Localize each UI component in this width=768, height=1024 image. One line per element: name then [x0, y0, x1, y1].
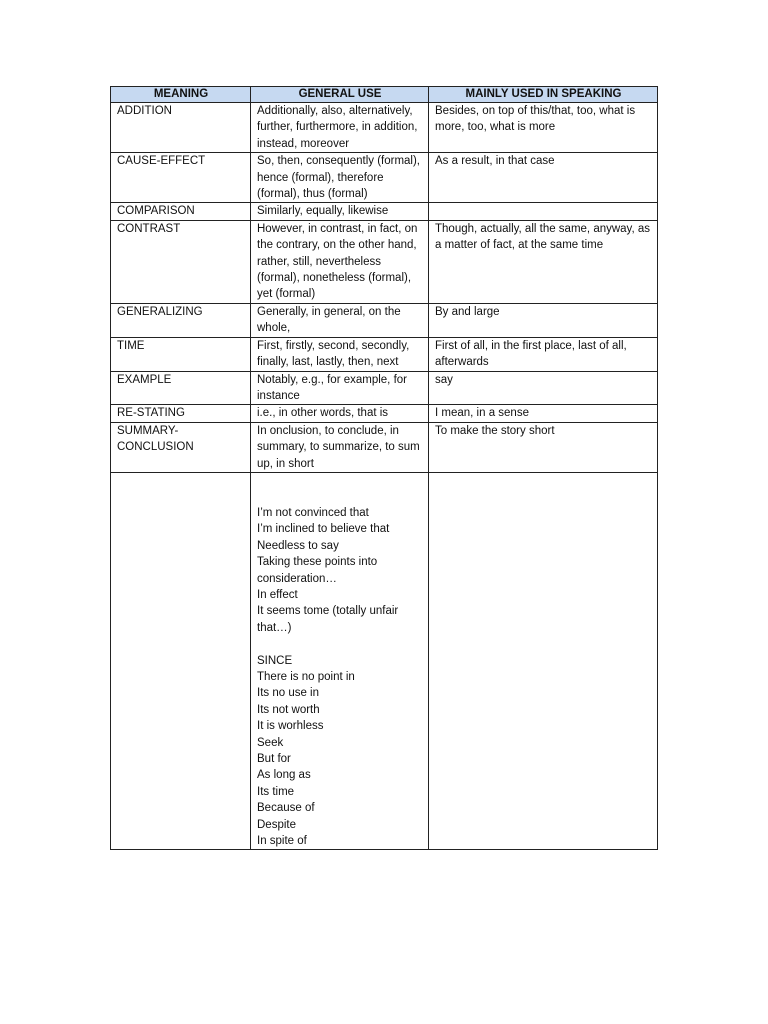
- list-item: It is worhless: [257, 720, 324, 733]
- meaning-cell: ADDITION: [111, 103, 251, 153]
- header-mainly-speaking: MAINLY USED IN SPEAKING: [429, 87, 658, 103]
- table-row: [111, 337, 658, 371]
- speaking-cell: Besides, on top of this/that, too, what is more, too, what is more: [429, 103, 658, 153]
- table-row: [111, 303, 658, 337]
- list-item: Seek: [257, 736, 284, 749]
- general-use-cell: i.e., in other words, that is: [251, 405, 429, 422]
- meaning-cell: SUMMARY-CONCLUSION: [111, 422, 251, 472]
- list-item: As long as: [257, 769, 311, 782]
- general-use-cell: Additionally, also, alternatively, further, furthermore, in addition, instead, moreover: [251, 103, 429, 153]
- list-item: Its not worth: [257, 703, 320, 716]
- table-row: [111, 103, 658, 153]
- empty-speaking-cell: [429, 472, 658, 850]
- general-use-cell: Generally, in general, on the whole,: [251, 303, 429, 337]
- speaking-cell: As a result, in that case: [429, 153, 658, 203]
- list-item: Its no use in: [257, 687, 320, 700]
- header-meaning: MEANING: [111, 87, 251, 103]
- list-item: Taking these points into consideration…: [257, 556, 378, 585]
- table-row: [111, 405, 658, 422]
- meaning-cell: GENERALIZING: [111, 303, 251, 337]
- general-use-cell: So, then, consequently (formal), hence (formal), therefore (formal), thus (formal): [251, 153, 429, 203]
- table-row: [111, 422, 658, 472]
- list-item: But for: [257, 753, 291, 766]
- table-row: [111, 153, 658, 203]
- meaning-cell: EXAMPLE: [111, 371, 251, 405]
- meaning-cell: RE-STATING: [111, 405, 251, 422]
- list-item: I’m not convinced that: [257, 506, 369, 519]
- table-row: [111, 203, 658, 220]
- extra-phrases-list: [257, 473, 423, 850]
- speaking-cell: To make the story short: [429, 422, 658, 472]
- list-item: In effect: [257, 588, 298, 601]
- speaking-cell: By and large: [429, 303, 658, 337]
- table-row: [111, 220, 658, 303]
- list-item: Its time: [257, 785, 295, 798]
- extra-phrases-cell: [251, 472, 429, 850]
- general-use-cell: First, firstly, second, secondly, finally, last, lastly, then, next: [251, 337, 429, 371]
- list-item: SINCE: [257, 654, 293, 667]
- table-header-row: [111, 87, 658, 103]
- speaking-cell: [429, 203, 658, 220]
- meaning-cell: COMPARISON: [111, 203, 251, 220]
- speaking-cell: Though, actually, all the same, anyway, as a matter of fact, at the same time: [429, 220, 658, 303]
- list-item: I’m inclined to believe that: [257, 523, 390, 536]
- speaking-cell: I mean, in a sense: [429, 405, 658, 422]
- meaning-cell: TIME: [111, 337, 251, 371]
- general-use-cell: Similarly, equally, likewise: [251, 203, 429, 220]
- list-item: Because of: [257, 802, 315, 815]
- list-spacer: [257, 636, 423, 652]
- connectors-table: [110, 86, 658, 850]
- general-use-cell: Notably, e.g., for example, for instance: [251, 371, 429, 405]
- empty-meaning-cell: [111, 472, 251, 850]
- list-item: It seems tome (totally unfair that…): [257, 605, 399, 634]
- general-use-cell: However, in contrast, in fact, on the contrary, on the other hand, rather, still, nevertheless (formal), nonetheless (formal), yet (formal): [251, 220, 429, 303]
- header-general-use: GENERAL USE: [251, 87, 429, 103]
- list-item: Needless to say: [257, 539, 339, 552]
- speaking-cell: say: [429, 371, 658, 405]
- meaning-cell: CAUSE-EFFECT: [111, 153, 251, 203]
- meaning-cell: CONTRAST: [111, 220, 251, 303]
- list-item: In spite of: [257, 835, 307, 848]
- speaking-cell: First of all, in the first place, last of all, afterwards: [429, 337, 658, 371]
- list-item: Despite: [257, 818, 296, 831]
- list-item: There is no point in: [257, 670, 355, 683]
- general-use-cell: In onclusion, to conclude, in summary, to summarize, to sum up, in short: [251, 422, 429, 472]
- table-row-extra-phrases: [111, 472, 658, 850]
- table-row: [111, 371, 658, 405]
